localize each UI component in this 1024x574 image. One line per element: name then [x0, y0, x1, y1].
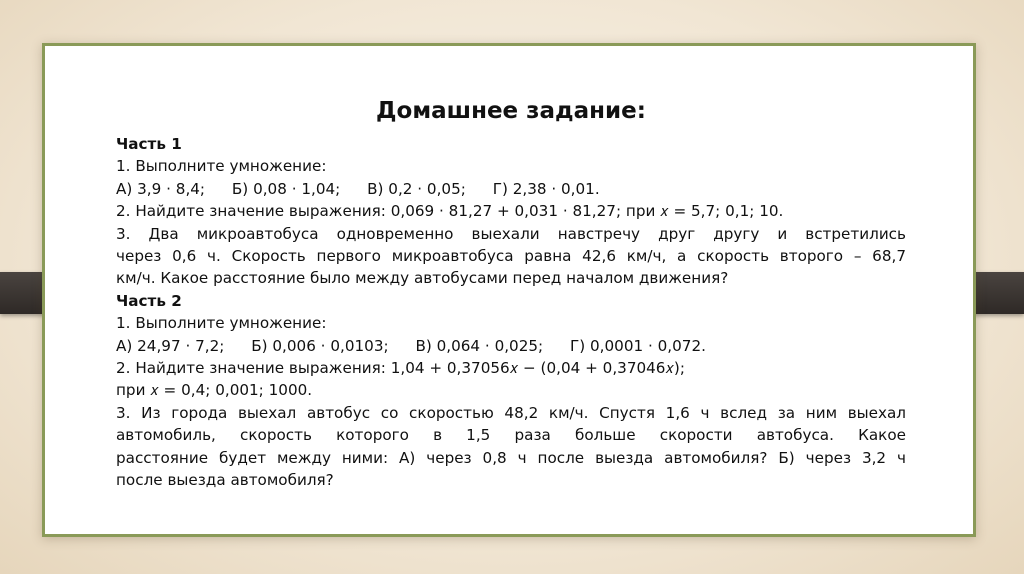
part2-item-b: Б) 0,006 · 0,0103; — [251, 336, 389, 355]
part1-task1-items — [116, 178, 906, 200]
part1-item-v: В) 0,2 · 0,05; — [367, 179, 466, 198]
page-title: Домашнее задание: — [376, 98, 646, 124]
slide-card — [42, 43, 976, 537]
part1-task1-text: 1. Выполните умножение: — [116, 157, 327, 176]
part2-task3-line2: автомобиль, скорость которого в 1,5 раза больше скорости автобуса. Какое — [116, 426, 906, 445]
part1-item-g: Г) 2,38 · 0,01. — [492, 179, 600, 198]
part2-task2-line1: 2. Найдите значение выражения: 1,04 + 0,37056𝑥 − (0,04 + 0,37046𝑥); — [116, 359, 685, 378]
part2-task1-items — [116, 335, 906, 357]
part1-heading: Часть 1 — [116, 135, 182, 153]
part2-item-v: В) 0,064 · 0,025; — [415, 336, 544, 355]
part1-task3-line2: через 0,6 ч. Скорость первого микроавтобуса равна 42,6 км/ч, а скорость второго – 68,7 — [116, 247, 906, 266]
part1-item-b: Б) 0,08 · 1,04; — [231, 179, 341, 198]
part2-task2-line2: при 𝑥 = 0,4; 0,001; 1000. — [116, 381, 313, 400]
part2-heading: Часть 2 — [116, 291, 182, 310]
part1-task3-line3: км/ч. Какое расстояние было между автобусами перед началом движения? — [116, 269, 729, 288]
part2-task1-text: 1. Выполните умножение: — [116, 314, 327, 333]
part2-task3-line4: после выезда автомобиля? — [116, 471, 334, 490]
part1-task3-line1: 3. Два микроавтобуса одновременно выехали навстречу друг другу и встретились — [116, 224, 906, 243]
part2-item-a: А) 24,97 · 7,2; — [116, 336, 225, 355]
part1-item-a: А) 3,9 · 8,4; — [116, 179, 206, 198]
part2-task3-line3: расстояние будет между ними: А) через 0,8 ч после выезда автомобиля? Б) через 3,2 ч — [116, 448, 906, 467]
homework-content — [116, 52, 906, 492]
part1-task2: 2. Найдите значение выражения: 0,069 · 81,27 + 0,031 · 81,27; при 𝑥 = 5,7; 0,1; 10. — [116, 202, 784, 221]
part2-item-g: Г) 0,0001 · 0,072. — [570, 336, 706, 355]
part2-task3-line1: 3. Из города выехал автобус со скоростью 48,2 км/ч. Спустя 1,6 ч вслед за ним выехал — [116, 403, 906, 422]
